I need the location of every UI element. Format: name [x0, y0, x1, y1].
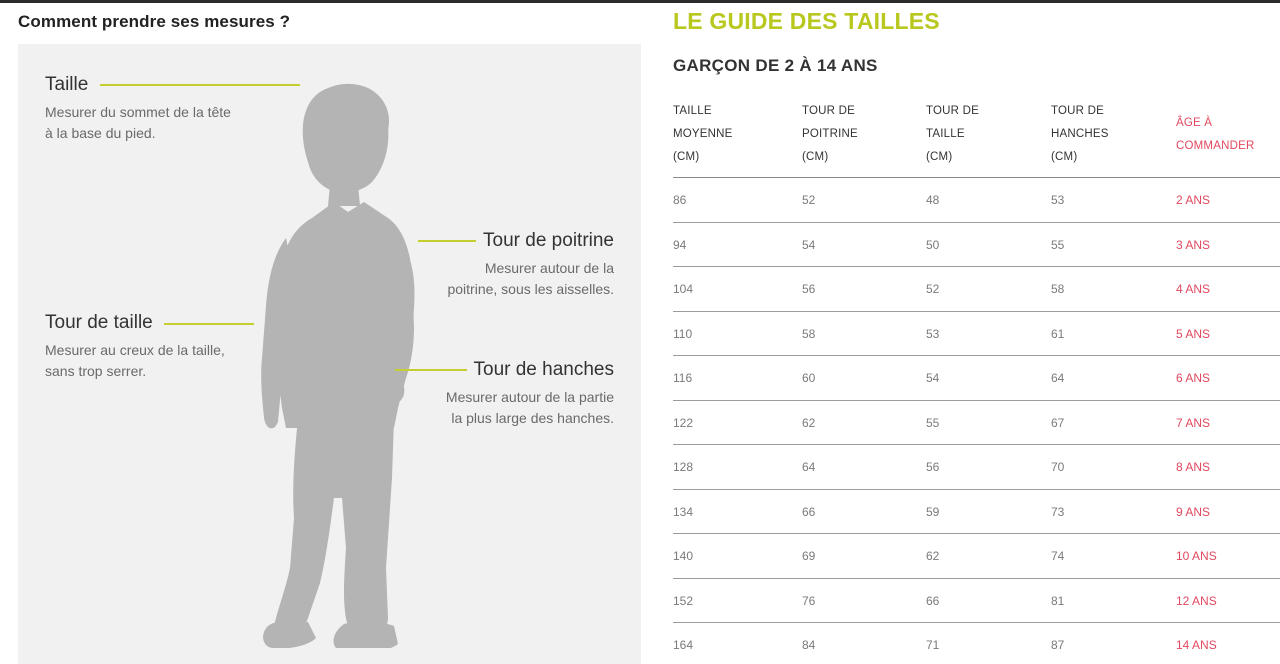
pointer-line-taille	[100, 84, 300, 86]
table-row	[673, 623, 1280, 664]
label-taille: Taille	[45, 74, 89, 95]
pointer-line-tour-taille	[164, 323, 254, 325]
size-guide-subtitle: GARÇON DE 2 À 14 ANS	[673, 56, 878, 75]
cell-tour-hanches: 53	[1051, 193, 1065, 207]
cell-age: 10 ANS	[1176, 549, 1217, 563]
cell-tour-taille: 55	[926, 415, 940, 430]
header-tour-poitrine	[802, 100, 858, 169]
cell-tour-poitrine: 84	[802, 638, 816, 652]
table-row	[673, 445, 1280, 490]
header-tour-taille	[926, 100, 979, 169]
cell-tour-poitrine: 58	[802, 326, 816, 341]
cell-tour-taille: 62	[926, 549, 940, 563]
header-text: TOUR DE	[802, 105, 855, 117]
cell-tour-hanches: 55	[1051, 237, 1065, 252]
cell-tour-hanches: 74	[1051, 549, 1065, 563]
cell-age: 5 ANS	[1176, 326, 1211, 341]
measure-illustration-panel	[18, 44, 641, 664]
table-row	[673, 534, 1280, 579]
table-row	[673, 267, 1280, 312]
size-table-body	[673, 178, 1280, 664]
header-age-commander	[1176, 112, 1254, 158]
cell-tour-poitrine: 60	[802, 371, 816, 385]
header-text: (CM)	[926, 151, 953, 163]
header-text: MOYENNE	[673, 128, 733, 140]
cell-tour-hanches: 67	[1051, 415, 1065, 430]
cell-tour-taille: 71	[926, 638, 940, 652]
header-text: POITRINE	[802, 128, 858, 140]
label-poitrine: Tour de poitrine	[483, 230, 614, 251]
desc-tour-taille-line1: Mesurer au creux de la taille,	[45, 342, 225, 358]
header-text: TOUR DE	[1051, 105, 1104, 117]
measure-section-title: Comment prendre ses mesures ?	[18, 12, 291, 31]
cell-tour-hanches: 64	[1051, 371, 1065, 385]
table-row	[673, 490, 1280, 535]
cell-tour-hanches: 70	[1051, 460, 1065, 474]
pointer-line-hanches	[395, 369, 467, 371]
desc-poitrine-line2: poitrine, sous les aisselles.	[447, 281, 614, 297]
size-table-header	[673, 96, 1280, 178]
header-text: (CM)	[802, 151, 829, 163]
desc-hanches-line1: Mesurer autour de la partie	[445, 389, 614, 405]
cell-taille-moyenne: 140	[673, 549, 694, 563]
cell-age: 9 ANS	[1176, 504, 1211, 519]
cell-taille-moyenne: 152	[673, 593, 694, 608]
cell-tour-taille: 48	[926, 193, 940, 207]
child-silhouette-image	[238, 78, 423, 648]
header-taille-moyenne	[673, 100, 733, 169]
cell-taille-moyenne: 94	[673, 237, 687, 252]
header-text: ÂGE À	[1176, 117, 1213, 129]
desc-taille-line1: Mesurer du sommet de la tête	[45, 104, 231, 120]
cell-taille-moyenne: 116	[673, 371, 693, 385]
cell-tour-hanches: 81	[1051, 593, 1065, 608]
header-text: (CM)	[673, 151, 700, 163]
cell-tour-hanches: 73	[1051, 504, 1065, 519]
cell-tour-poitrine: 62	[802, 415, 816, 430]
cell-taille-moyenne: 128	[673, 460, 694, 474]
desc-taille	[45, 102, 231, 144]
desc-poitrine	[447, 258, 614, 300]
label-tour-taille: Tour de taille	[45, 312, 153, 333]
top-border	[0, 0, 1280, 3]
cell-tour-taille: 54	[926, 371, 940, 385]
cell-age: 14 ANS	[1176, 638, 1217, 652]
table-row	[673, 579, 1280, 624]
table-row	[673, 401, 1280, 446]
desc-hanches-line2: la plus large des hanches.	[451, 410, 614, 426]
label-hanches: Tour de hanches	[473, 359, 614, 380]
cell-tour-poitrine: 66	[802, 504, 816, 519]
cell-tour-taille: 59	[926, 504, 940, 519]
table-row	[673, 356, 1280, 401]
cell-taille-moyenne: 104	[673, 282, 694, 296]
desc-tour-taille-line2: sans trop serrer.	[45, 363, 147, 379]
table-row	[673, 223, 1280, 268]
size-guide-title: LE GUIDE DES TAILLES	[673, 8, 940, 34]
size-table	[673, 96, 1280, 664]
cell-age: 6 ANS	[1176, 371, 1211, 385]
cell-tour-taille: 66	[926, 593, 940, 608]
desc-hanches	[446, 387, 614, 429]
header-text: HANCHES	[1051, 128, 1109, 140]
cell-age: 2 ANS	[1176, 193, 1211, 207]
cell-age: 8 ANS	[1176, 460, 1211, 474]
cell-tour-poitrine: 56	[802, 282, 816, 296]
cell-tour-taille: 56	[926, 460, 940, 474]
desc-taille-line2: à la base du pied.	[45, 125, 156, 141]
header-text: TAILLE	[673, 105, 712, 117]
cell-tour-taille: 53	[926, 326, 940, 341]
pointer-line-poitrine	[418, 240, 476, 242]
table-row	[673, 312, 1280, 357]
cell-tour-poitrine: 54	[802, 237, 816, 252]
cell-tour-taille: 52	[926, 282, 940, 296]
header-text: TAILLE	[926, 128, 965, 140]
header-text: COMMANDER	[1176, 140, 1255, 152]
cell-tour-poitrine: 76	[802, 593, 816, 608]
header-text: (CM)	[1051, 151, 1078, 163]
header-text: TOUR DE	[926, 105, 979, 117]
desc-tour-taille	[45, 340, 225, 382]
cell-age: 12 ANS	[1176, 593, 1217, 608]
cell-age: 3 ANS	[1176, 237, 1211, 252]
cell-taille-moyenne: 110	[673, 326, 693, 341]
desc-poitrine-line1: Mesurer autour de la	[484, 260, 614, 276]
cell-tour-poitrine: 69	[802, 549, 816, 563]
cell-taille-moyenne: 122	[673, 415, 694, 430]
cell-age: 4 ANS	[1176, 282, 1211, 296]
cell-taille-moyenne: 164	[673, 638, 694, 652]
cell-age: 7 ANS	[1176, 415, 1211, 430]
cell-tour-hanches: 61	[1051, 326, 1065, 341]
cell-tour-taille: 50	[926, 237, 940, 252]
cell-taille-moyenne: 86	[673, 193, 687, 207]
cell-tour-hanches: 87	[1051, 638, 1065, 652]
header-tour-hanches	[1051, 100, 1109, 169]
table-row	[673, 178, 1280, 223]
cell-tour-hanches: 58	[1051, 282, 1065, 296]
cell-tour-poitrine: 64	[802, 460, 816, 474]
cell-tour-poitrine: 52	[802, 193, 816, 207]
cell-taille-moyenne: 134	[673, 504, 694, 519]
